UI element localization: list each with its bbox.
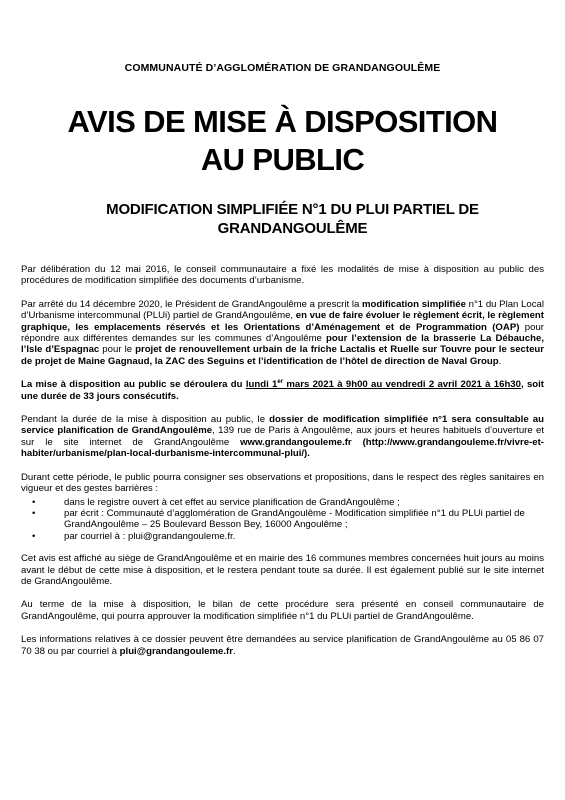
bold-text: modification simplifiée — [361, 298, 466, 310]
title-line-1: AVIS DE MISE À DISPOSITION — [67, 104, 498, 139]
bold-text: pour l’extension de la brasserie La Débauche, l’Isle d’Espagnac — [21, 333, 544, 356]
bullet-icon: • — [32, 507, 36, 519]
email-link[interactable]: plui@grandangouleme.fr — [119, 645, 233, 657]
bold-text: dossier de modification simplifiée n°1 sera consultable au service planification de GrandAngoulême — [21, 414, 544, 437]
text: mars 2021 à 9h00 au vendredi 2 avril 2021 à 16h30 — [283, 379, 521, 391]
text: Par arrêté du 14 décembre 2020, le Président de GrandAngoulême a prescrit la — [21, 298, 362, 310]
text: n°1 du Plan Local d’Urbanisme intercommunal (PLUi) partiel de GrandAngoulême, — [21, 298, 544, 322]
text: Les informations relatives à ce dossier peuvent être demandées au service planification de GrandAngoulême au 05 86 07 70 38 ou par courriel à — [21, 634, 544, 657]
list-item — [21, 497, 544, 508]
paragraph-consultation — [21, 414, 544, 460]
notice-body — [21, 264, 544, 669]
text: . — [232, 645, 236, 657]
paragraph-dates — [21, 379, 544, 402]
list-item-text: dans le registre ouvert à cet effet au service planification de GrandAngoulême ; — [64, 496, 400, 508]
bold-text: projet de renouvellement urbain de la friche Lactalis et Ruelle sur Touvre pour le secteur de projet de Maine Gagnaud, la ZAC des Seguins et l’identification de l’hôtel de direction de Naval Group — [21, 344, 544, 367]
text: lundi 1 — [245, 379, 278, 391]
page-subtitle — [40, 200, 545, 238]
list-item — [21, 508, 544, 531]
paragraph-affichage: Cet avis est affiché au siège de GrandAngoulême et en mairie des 16 communes membres concernées huit jours au moins avant le début de cette mise à disposition, et le restera pendant toute sa durée. Il est également publié sur le site internet de GrandAngoulême. — [21, 553, 544, 587]
paragraph-observations: Durant cette période, le public pourra consigner ses observations et propositions, dans le respect des règles sanitaires en vigueur et des gestes barrières : — [21, 471, 544, 495]
subtitle-line-2: GRANDANGOULÊME — [217, 220, 368, 237]
underlined-date — [246, 379, 521, 390]
text: , soit une durée de 33 jours consécutifs. — [21, 379, 545, 402]
superscript: er — [277, 379, 284, 386]
bold-text: en vue de faire évoluer le règlement écrit, le règlement graphique, les emplacements réservés et les Orientations d’Aménagement et de Programmation (OAP) — [21, 310, 544, 333]
paragraph-deliberation: Par délibération du 12 mai 2016, le conseil communautaire a fixé les modalités de mise à disposition au public des procédures de modification simplifiée des documents d’urbanisme. — [21, 264, 544, 287]
text: pour répondre aux différentes demandes sur les communes d’Angoulême — [21, 321, 544, 345]
bullet-icon: • — [32, 530, 36, 542]
website-url[interactable]: (http://www.grandangouleme.fr/vivre-et-habiter/urbanisme/plan-local-durbanisme-intercommunal-plui/). — [21, 436, 544, 460]
list-item-text: par écrit : Communauté d’agglomération de GrandAngoulême - Modification simplifiée n°1 du PLUi partiel de GrandAngoulême – 25 Boulevard Besson Bey, 16000 Angoulême ; — [64, 507, 525, 531]
list-item — [21, 531, 544, 542]
website-link[interactable]: www.grandangouleme.fr — [240, 436, 352, 448]
list-item-text[interactable]: par courriel à : plui@grandangouleme.fr. — [64, 530, 236, 542]
observation-methods-list — [21, 497, 544, 543]
text: , 139 rue de Paris à Angoulême, aux jours et heures habituels d’ouverture et sur le site internet de GrandAngoulême — [21, 425, 544, 448]
text: La mise à disposition au public se déroulera du — [21, 379, 246, 391]
title-line-2: AU PUBLIC — [200, 142, 365, 177]
subtitle-line-1: MODIFICATION SIMPLIFIÉE N°1 DU PLUI PARTIEL DE — [106, 201, 479, 218]
bullet-icon: • — [32, 496, 36, 508]
paragraph-arrete — [21, 299, 544, 367]
paragraph-bilan: Au terme de la mise à disposition, le bilan de cette procédure sera présenté en conseil communautaire de GrandAngoulême, qui pourra approuver la modification simplifiée n°1 du PLUi partiel de GrandAngoulême. — [21, 599, 544, 622]
text: Pendant la durée de la mise à disposition au public, le — [21, 414, 270, 426]
organization-name: COMMUNAUTÉ D’AGGLOMÉRATION DE GRANDANGOULÊME — [124, 62, 441, 74]
text: pour le — [99, 344, 136, 356]
text: . — [498, 355, 502, 367]
paragraph-contact — [21, 634, 544, 657]
page-title — [0, 103, 565, 179]
